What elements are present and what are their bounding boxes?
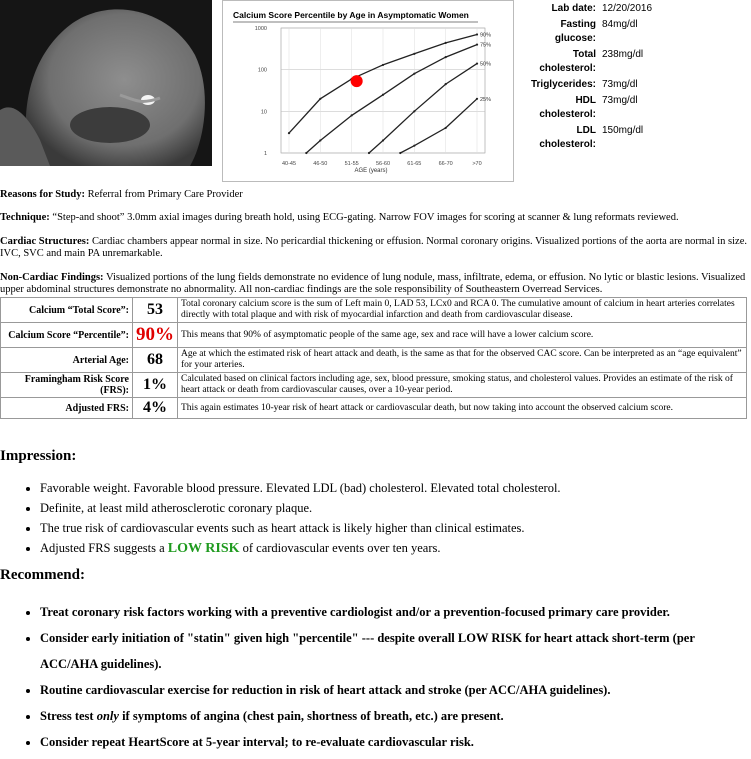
- stress-only: only: [96, 709, 119, 723]
- y-tick-label: 1000: [254, 26, 267, 32]
- impression-item: • The true risk of cardiovascular events such as heart attack is likely higher than clinical estimates.: [40, 518, 561, 538]
- x-tick-label: 66-70: [438, 161, 453, 167]
- non-cardiac-findings: [0, 272, 748, 296]
- score-value: 53: [133, 298, 178, 323]
- recommend-item-stress: [40, 703, 751, 729]
- cardiac-text: Cardiac chambers appear normal in size. No pericardial thickening or effusion. Normal coronary origins. Visualized portions of the aorta are normal in size. IVC, SVC and main PA unremarkable.: [0, 236, 747, 259]
- stress-prefix: Stress test: [40, 709, 97, 723]
- x-tick-label: 40-45: [281, 161, 297, 167]
- series-line-75pct: [306, 45, 477, 153]
- score-row: [1, 323, 747, 348]
- cardiac-label: Cardiac Structures:: [0, 236, 90, 247]
- technique: [0, 212, 748, 224]
- stress-suffix: if symptoms of angina (chest pain, shortness of breath, etc.) are present.: [118, 709, 504, 723]
- series-line-25pct: [400, 99, 477, 153]
- score-row: [1, 373, 747, 398]
- scores-table: [0, 297, 747, 419]
- series-point: [476, 98, 478, 100]
- score-row: [1, 398, 747, 419]
- series-point: [445, 83, 447, 85]
- score-description: Age at which the estimated risk of heart attack and death, is the same as that for the observed CAC score. Can be interpreted as an “age equivalent” for your arteries.: [178, 348, 747, 373]
- series-point: [319, 139, 321, 141]
- series-point: [399, 152, 401, 154]
- series-point: [445, 56, 447, 58]
- score-description: Total coronary calcium score is the sum of Left main 0, LAD 53, LCx0 and RCA 0. The cumulative amount of calcium in heart arteries correlates directly with total plaque and with risk of myocardial infarction and death from cardiovascular disease.: [178, 298, 747, 323]
- curve-label-90pct: 90%: [480, 32, 492, 39]
- risk-suffix: of cardiovascular events over ten years.: [239, 541, 441, 555]
- score-row: [1, 348, 747, 373]
- score-label: Calcium “Total Score”:: [1, 298, 133, 323]
- curve-label-50pct: 50%: [480, 61, 492, 68]
- impression-heading: Impression:: [0, 448, 77, 464]
- score-description: This means that 90% of asymptomatic people of the same age, sex and race will have a lower calcium score.: [178, 323, 747, 348]
- series-point: [413, 73, 415, 75]
- risk-prefix: Adjusted FRS suggests a: [40, 541, 168, 555]
- x-tick-label: 56-60: [375, 161, 391, 167]
- series-point: [351, 114, 353, 116]
- curve-label-25pct: 25%: [480, 96, 492, 103]
- series-point: [368, 152, 370, 154]
- calcium-percentile-chart: [222, 0, 514, 182]
- score-label: Arterial Age:: [1, 348, 133, 373]
- cardiac-structures: [0, 236, 748, 260]
- series-point: [445, 127, 447, 129]
- score-value: 1%: [133, 373, 178, 398]
- x-tick-label: >70: [472, 161, 482, 167]
- recommend-item: • Consider early initiation of "statin" given high "percentile" --- despite overall LOW RISK for heart attack short-term (per ACC/AHA guidelines).: [40, 625, 751, 677]
- series-point: [305, 152, 307, 154]
- score-label: Adjusted FRS:: [1, 398, 133, 419]
- lab-row: [524, 2, 749, 16]
- chart-svg: [223, 1, 513, 181]
- reasons-text: Referral from Primary Care Provider: [84, 189, 243, 200]
- series-point: [413, 145, 415, 147]
- low-risk-highlight: LOW RISK: [167, 541, 240, 556]
- lab-label: HDL cholesterol:: [539, 95, 596, 120]
- series-point: [413, 53, 415, 55]
- ct-scan-image: [0, 0, 212, 166]
- series-point: [476, 62, 478, 64]
- impression-item-risk: [40, 538, 561, 559]
- score-value: 68: [133, 348, 178, 373]
- score-row: [1, 298, 747, 323]
- patient-marker: [351, 75, 363, 87]
- series-point: [413, 110, 415, 112]
- y-tick-label: 1: [263, 151, 267, 157]
- lab-row: [524, 124, 749, 152]
- recommend-item: • Consider repeat HeartScore at 5-year interval; to re-evaluate cardiovascular risk.: [40, 729, 751, 755]
- series-point: [382, 64, 384, 66]
- impression-item: • Definite, at least mild atherosclerotic coronary plaque.: [40, 498, 561, 518]
- x-tick-label: 61-65: [407, 161, 422, 167]
- y-tick-label: 10: [260, 109, 267, 116]
- score-label: Framingham Risk Score (FRS):: [1, 373, 133, 398]
- recommend-item: • Routine cardiovascular exercise for reduction in risk of heart attack and stroke (per ACC/AHA guidelines).: [40, 677, 751, 703]
- series-point: [476, 43, 478, 45]
- lab-label: LDL cholesterol:: [539, 125, 596, 150]
- lab-label: Fasting glucose:: [554, 19, 596, 44]
- lab-row: [524, 18, 749, 46]
- x-tick-label: 51-55: [344, 161, 359, 167]
- chart-title: Calcium Score Percentile by Age in Asymptomatic Women: [233, 10, 469, 20]
- series-point: [288, 132, 290, 134]
- noncardiac-label: Non-Cardiac Findings:: [0, 272, 104, 283]
- lab-value: 238mg/dl: [602, 49, 644, 60]
- score-description: This again estimates 10-year risk of heart attack or cardiovascular death, but now taking into account the observed calcium score.: [178, 398, 747, 419]
- x-tick-label: 46-50: [313, 161, 328, 167]
- series-point: [476, 33, 478, 35]
- series-point: [319, 98, 321, 100]
- lab-value: 73mg/dl: [602, 79, 638, 90]
- lab-label: Lab date:: [551, 3, 596, 14]
- chart-grid: [281, 28, 485, 153]
- recommend-item: • Treat coronary risk factors working with a preventive cardiologist and/or a prevention-focused primary care provider.: [40, 599, 751, 625]
- lab-row: [524, 48, 749, 76]
- score-value: 4%: [133, 398, 178, 419]
- lab-label: Total cholesterol:: [539, 49, 596, 74]
- lab-label: Triglycerides:: [530, 79, 596, 90]
- recommend-heading: Recommend:: [0, 567, 85, 583]
- noncardiac-text: Visualized portions of the lung fields demonstrate no evidence of lung nodule, mass, infiltrate, edema, or effusion. No lytic or blastic lesions. Visualized upper abdominal structures demonstrate no abnormality. All non-cardiac findings are the sole responsibility of Southeastern Overread Services.: [0, 272, 746, 295]
- series-point: [445, 42, 447, 44]
- reasons-for-study: [0, 189, 748, 201]
- recommend-list: [0, 599, 751, 755]
- score-description: Calculated based on clinical factors including age, sex, blood pressure, smoking status, and cholesterol values. Provides an estimate of the risk of heart attack or death from cardiovascular causes, over a 10-year period.: [178, 373, 747, 398]
- series-line-50pct: [369, 64, 477, 153]
- lab-value: 12/20/2016: [602, 3, 653, 14]
- y-tick-label: 100: [257, 67, 267, 74]
- curve-label-75pct: 75%: [480, 42, 492, 49]
- lab-value: 150mg/dl: [602, 125, 644, 136]
- score-value: 90%: [133, 323, 178, 348]
- series-point: [382, 139, 384, 141]
- lab-value: 84mg/dl: [602, 19, 638, 30]
- lab-value: 73mg/dl: [602, 95, 638, 106]
- chart-series: [288, 32, 491, 154]
- technique-text: “Step-and shoot” 3.0mm axial images during breath hold, using ECG-gating. Narrow FOV images for scoring at scanner & lung reformats reviewed.: [49, 212, 679, 223]
- impression-item: • Favorable weight. Favorable blood pressure. Elevated LDL (bad) cholesterol. Elevated total cholesterol.: [40, 478, 561, 498]
- chart-x-axis-label: AGE (years): [354, 168, 388, 174]
- lab-row: [524, 94, 749, 122]
- score-label: Calcium Score “Percentile”:: [1, 323, 133, 348]
- impression-list: [0, 478, 561, 559]
- lab-results-panel: [524, 2, 749, 154]
- technique-label: Technique:: [0, 212, 50, 223]
- lab-row: [524, 78, 749, 92]
- series-point: [382, 94, 384, 96]
- reasons-label: Reasons for Study:: [0, 189, 85, 200]
